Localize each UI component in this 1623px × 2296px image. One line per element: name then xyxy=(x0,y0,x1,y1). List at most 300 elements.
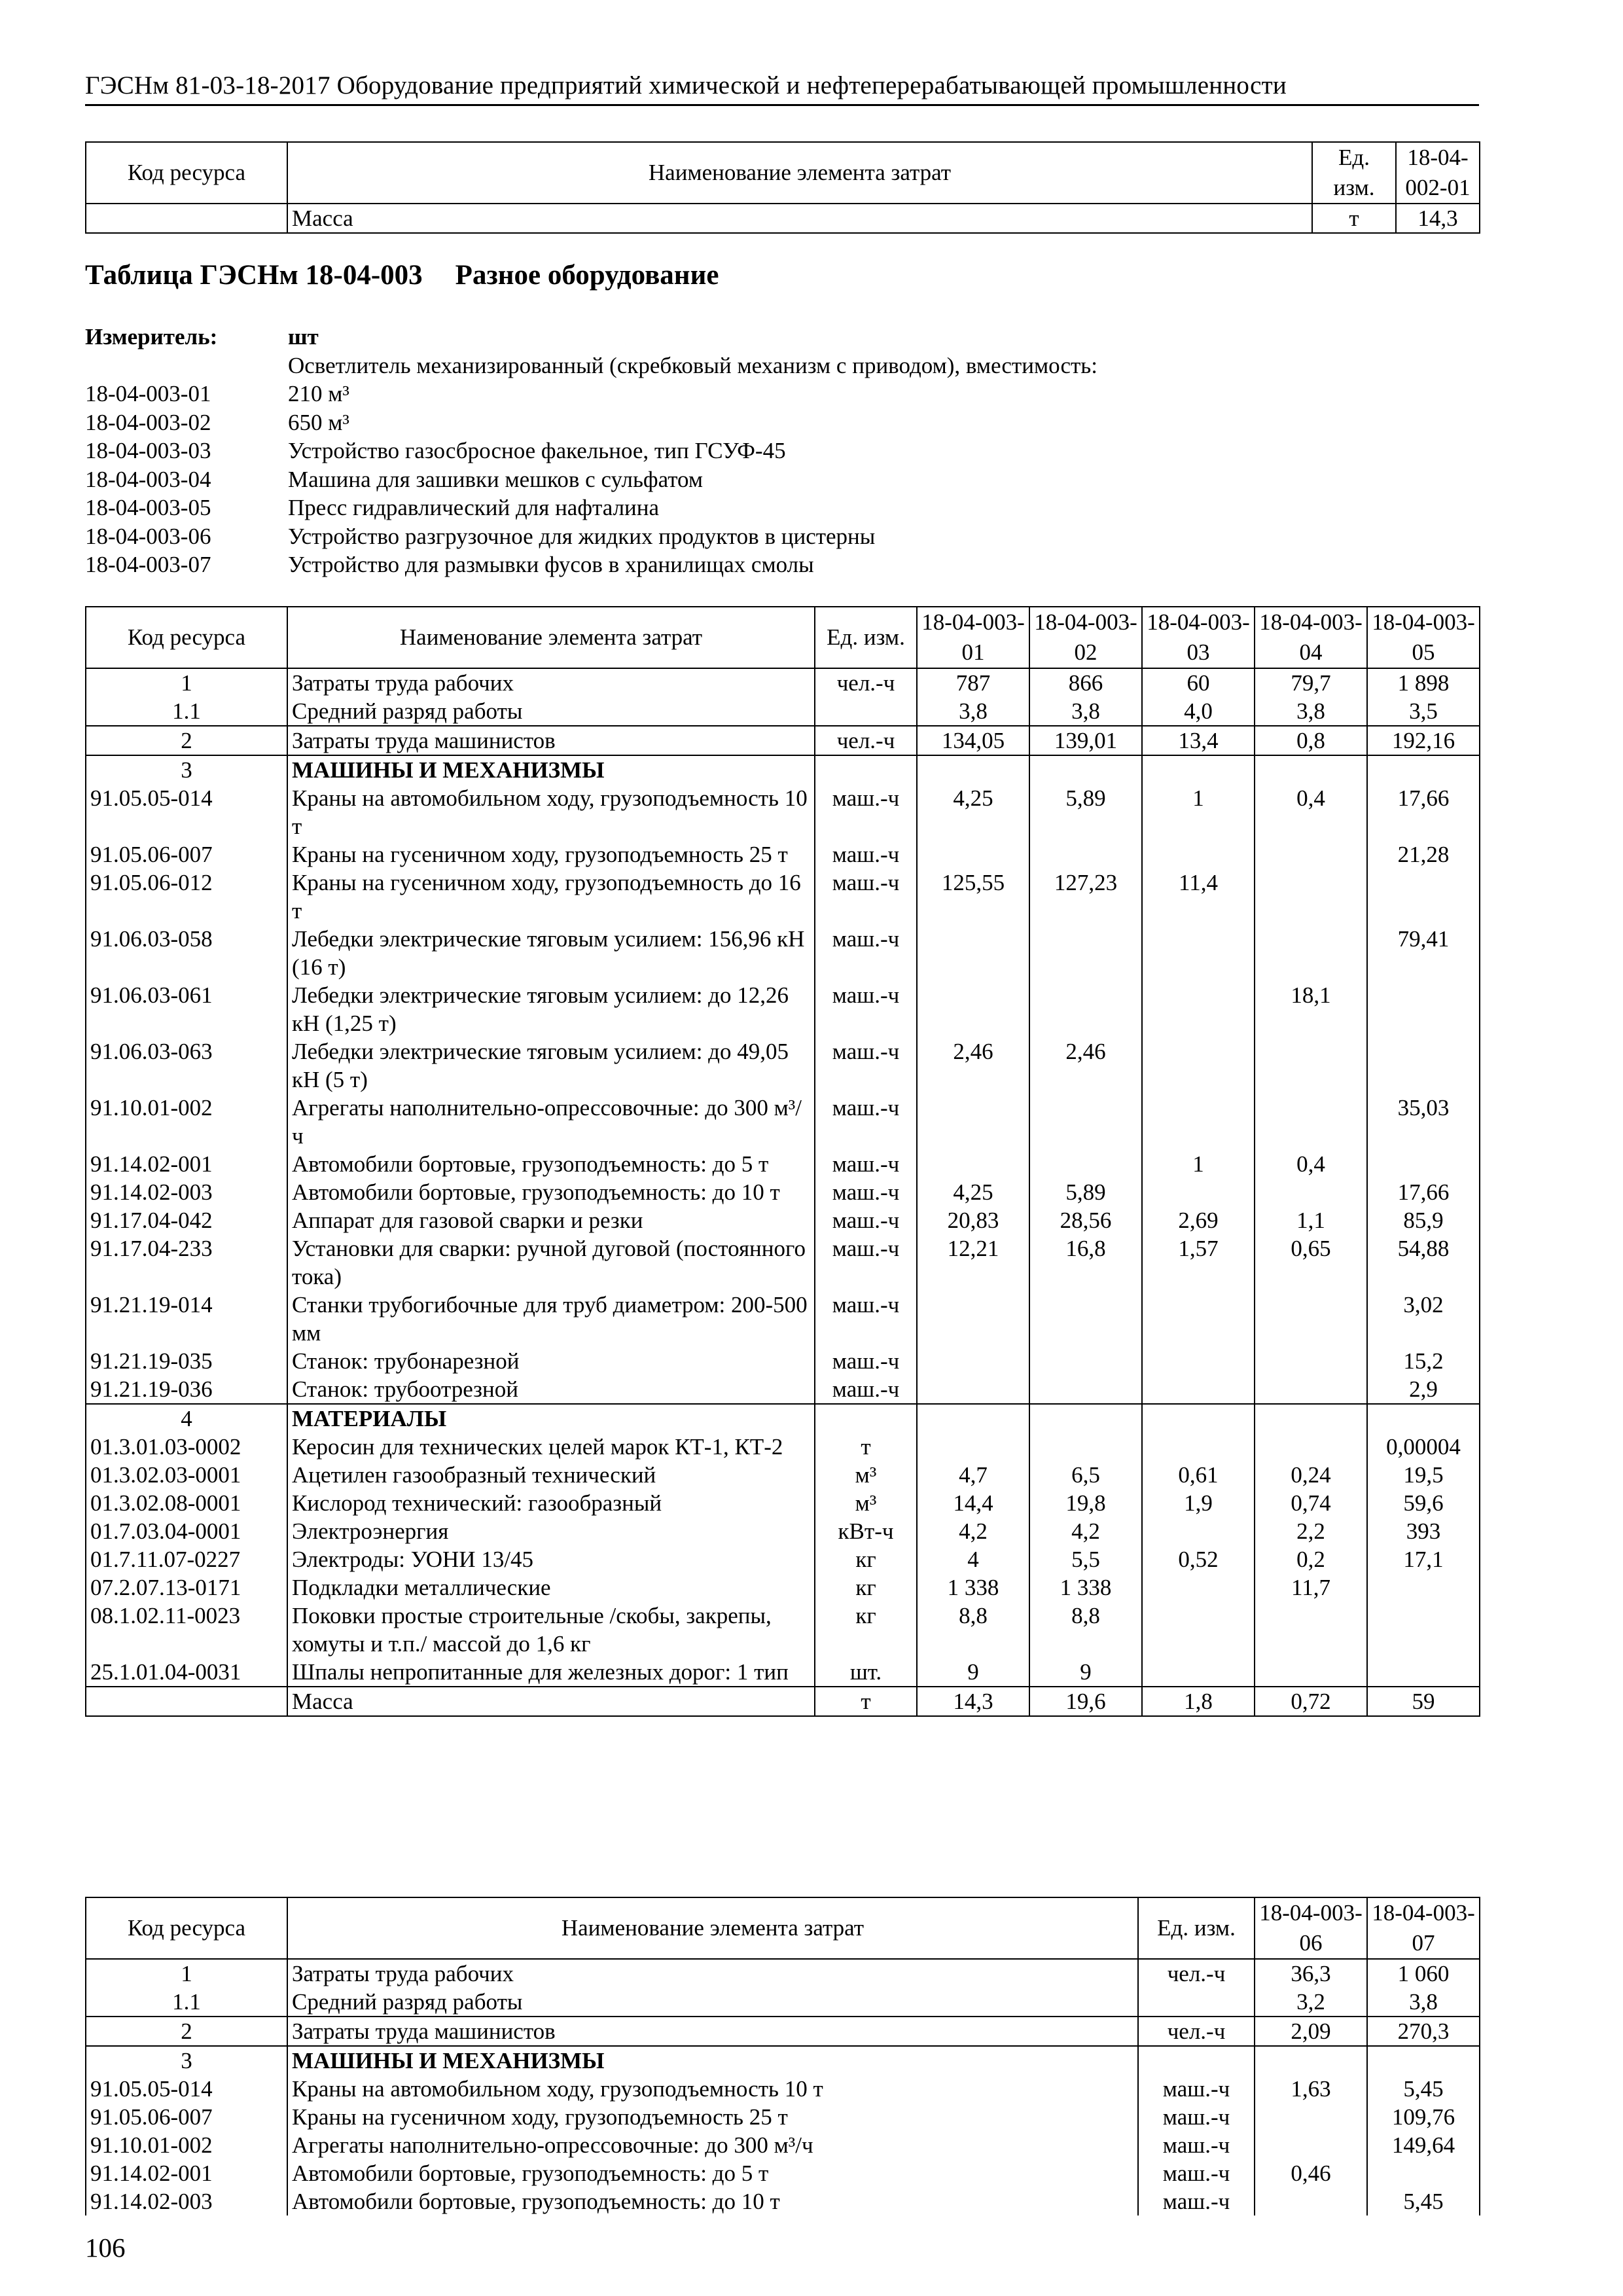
table-row xyxy=(86,2017,1480,2046)
resource-code: 01.3.02.08-0001 xyxy=(86,1489,287,1517)
col-18-04-003-04-header: 18-04-003-04 xyxy=(1255,607,1367,668)
value-cell: 270,3 xyxy=(1367,2017,1480,2046)
value-cell xyxy=(1029,1094,1142,1150)
resource-code: 91.06.03-058 xyxy=(86,925,287,981)
resource-name: Лебедки электрические тяговым усилием: до 49,05 кН (5 т) xyxy=(287,1037,815,1094)
table-row xyxy=(86,1959,1480,1988)
mass-row xyxy=(86,1687,1480,1716)
resource-code: 1 xyxy=(86,668,287,697)
value-cell xyxy=(1367,1037,1480,1094)
resource-unit xyxy=(1138,1988,1255,2017)
value-cell: 2,46 xyxy=(917,1037,1029,1094)
value-cell xyxy=(1142,1094,1255,1150)
resource-code: 91.06.03-061 xyxy=(86,981,287,1037)
resource-unit: т xyxy=(815,1687,917,1716)
value-cell: 866 xyxy=(1029,668,1142,697)
value-cell xyxy=(917,1291,1029,1347)
resource-unit: м³ xyxy=(815,1461,917,1489)
value-cell: 1 338 xyxy=(1029,1573,1142,1602)
resource-unit: маш.-ч xyxy=(1138,2131,1255,2159)
table-row xyxy=(86,1206,1480,1234)
meter-item-code: 18-04-003-02 xyxy=(85,409,211,435)
value-cell: 3,8 xyxy=(1367,1988,1480,2017)
meter-item-code: 18-04-003-07 xyxy=(85,552,211,577)
value-cell: 1 898 xyxy=(1367,668,1480,697)
resource-unit: маш.-ч xyxy=(1138,2159,1255,2187)
value-cell: 1 xyxy=(1142,1150,1255,1178)
value-cell xyxy=(1029,925,1142,981)
value-cell: 3,02 xyxy=(1367,1291,1480,1347)
resource-name: Затраты труда машинистов xyxy=(287,2017,1138,2046)
value-cell xyxy=(1367,1602,1480,1658)
resource-name: Электроды: УОНИ 13/45 xyxy=(287,1545,815,1573)
value-cell: 9 xyxy=(917,1658,1029,1687)
resource-name: Масса xyxy=(287,1687,815,1716)
value-cell: 127,23 xyxy=(1029,869,1142,925)
col-name-header: Наименование элемента затрат xyxy=(287,607,815,668)
meter-item xyxy=(85,493,1479,522)
table-row xyxy=(86,869,1480,925)
value-cell: 0,74 xyxy=(1255,1489,1367,1517)
value-cell: 4 xyxy=(917,1545,1029,1573)
value-cell: 0,4 xyxy=(1255,1150,1367,1178)
resource-unit: маш.-ч xyxy=(1138,2187,1255,2215)
resource-code: 3 xyxy=(86,2046,287,2075)
table-row xyxy=(86,2159,1480,2187)
resource-name: Автомобили бортовые, грузоподъемность: до 5 т xyxy=(287,2159,1138,2187)
value-cell: 0,2 xyxy=(1255,1545,1367,1573)
value-cell: 85,9 xyxy=(1367,1206,1480,1234)
resource-code: 91.05.06-007 xyxy=(86,2103,287,2131)
value-cell xyxy=(1029,1347,1142,1375)
value-cell xyxy=(1029,1404,1142,1433)
value-cell xyxy=(1367,2159,1480,2187)
resource-name: Средний разряд работы xyxy=(287,697,815,726)
value-cell: 1,1 xyxy=(1255,1206,1367,1234)
value-cell: 11,7 xyxy=(1255,1573,1367,1602)
resource-name: Затраты труда рабочих xyxy=(287,1959,1138,1988)
value-cell: 9 xyxy=(1029,1658,1142,1687)
resource-code: 91.21.19-014 xyxy=(86,1291,287,1347)
col-name-header: Наименование элемента затрат xyxy=(287,1897,1138,1959)
value-cell: 0,65 xyxy=(1255,1234,1367,1291)
value-cell: 5,45 xyxy=(1367,2075,1480,2103)
value-cell xyxy=(917,1375,1029,1404)
value-cell xyxy=(1029,755,1142,784)
table-row xyxy=(86,2187,1480,2215)
resource-unit: кг xyxy=(815,1602,917,1658)
resource-unit: кВт-ч xyxy=(815,1517,917,1545)
value-cell: 54,88 xyxy=(1367,1234,1480,1291)
meter-label: Измеритель: xyxy=(85,324,218,350)
table-row xyxy=(86,1375,1480,1404)
value-cell: 17,66 xyxy=(1367,784,1480,840)
col-unit-header: Ед. изм. xyxy=(815,607,917,668)
table-row xyxy=(86,1461,1480,1489)
value-cell: 0,72 xyxy=(1255,1687,1367,1716)
meter-unit: шт xyxy=(288,324,319,350)
resource-name: Краны на гусеничном ходу, грузоподъемность 25 т xyxy=(287,2103,1138,2131)
value-cell: 8,8 xyxy=(1029,1602,1142,1658)
value-cell xyxy=(1142,1573,1255,1602)
value-cell xyxy=(917,1150,1029,1178)
value-cell xyxy=(1367,1404,1480,1433)
resource-unit: кг xyxy=(815,1573,917,1602)
resource-code: 01.3.02.03-0001 xyxy=(86,1461,287,1489)
resource-code: 07.2.07.13-0171 xyxy=(86,1573,287,1602)
table-row xyxy=(86,1094,1480,1150)
value-cell xyxy=(1142,1602,1255,1658)
value-cell: 79,41 xyxy=(1367,925,1480,981)
value-cell: 0,61 xyxy=(1142,1461,1255,1489)
value-cell xyxy=(917,755,1029,784)
value-cell xyxy=(1367,1150,1480,1178)
resource-name: МАТЕРИАЛЫ xyxy=(287,1404,815,1433)
value-cell: 11,4 xyxy=(1142,869,1255,925)
resource-name: Краны на гусеничном ходу, грузоподъемность до 16 т xyxy=(287,869,815,925)
value-cell xyxy=(1255,869,1367,925)
meter-item xyxy=(85,550,1479,579)
value-cell xyxy=(1142,1375,1255,1404)
resource-unit xyxy=(815,1404,917,1433)
meter-item xyxy=(85,437,1479,465)
resource-code: 2 xyxy=(86,726,287,755)
value-cell: 3,5 xyxy=(1367,697,1480,726)
table-row xyxy=(86,1658,1480,1687)
value-cell: 14,4 xyxy=(917,1489,1029,1517)
value-cell: 35,03 xyxy=(1367,1094,1480,1150)
resource-name: Шпалы непропитанные для железных дорог: 1 тип xyxy=(287,1658,815,1687)
resource-name: Электроэнергия xyxy=(287,1517,815,1545)
resource-name: Краны на гусеничном ходу, грузоподъемность 25 т xyxy=(287,840,815,869)
value-cell xyxy=(1029,1291,1142,1347)
value-cell: 3,8 xyxy=(1029,697,1142,726)
resource-name: Затраты труда машинистов xyxy=(287,726,815,755)
value-cell xyxy=(1255,1658,1367,1687)
meter-item-code: 18-04-003-01 xyxy=(85,381,211,406)
col-unit-header: Ед. изм. xyxy=(1312,142,1396,204)
resource-unit: маш.-ч xyxy=(815,1037,917,1094)
value-cell xyxy=(1367,981,1480,1037)
value-cell xyxy=(1142,1037,1255,1094)
resource-unit xyxy=(1138,2046,1255,2075)
table-row xyxy=(86,1545,1480,1573)
value-cell: 4,2 xyxy=(1029,1517,1142,1545)
value-cell: 3,2 xyxy=(1255,1988,1367,2017)
value-cell: 19,8 xyxy=(1029,1489,1142,1517)
table-row xyxy=(86,840,1480,869)
value-cell: 393 xyxy=(1367,1517,1480,1545)
mass-unit: т xyxy=(1312,204,1396,233)
value-cell xyxy=(1255,1347,1367,1375)
resource-name: Агрегаты наполнительно-опрессовочные: до 300 м³/ч xyxy=(287,1094,815,1150)
value-cell xyxy=(1255,1291,1367,1347)
resource-unit: маш.-ч xyxy=(1138,2075,1255,2103)
value-cell: 2,2 xyxy=(1255,1517,1367,1545)
value-cell xyxy=(1255,2103,1367,2131)
value-cell xyxy=(1142,925,1255,981)
value-cell: 19,5 xyxy=(1367,1461,1480,1489)
value-cell xyxy=(1367,1658,1480,1687)
resource-unit: чел.-ч xyxy=(1138,2017,1255,2046)
resource-name: МАШИНЫ И МЕХАНИЗМЫ xyxy=(287,755,815,784)
value-cell xyxy=(1142,1517,1255,1545)
resource-code: 91.05.06-007 xyxy=(86,840,287,869)
resource-name: Станок: трубонарезной xyxy=(287,1347,815,1375)
value-cell xyxy=(1255,1178,1367,1206)
resource-code: 08.1.02.11-0023 xyxy=(86,1602,287,1658)
value-cell xyxy=(1255,1037,1367,1094)
value-cell xyxy=(1142,1404,1255,1433)
resource-unit: маш.-ч xyxy=(815,1347,917,1375)
table-row xyxy=(86,1037,1480,1094)
resource-name: Кислород технический: газообразный xyxy=(287,1489,815,1517)
value-cell xyxy=(1142,840,1255,869)
col-18-04-003-02-header: 18-04-003-02 xyxy=(1029,607,1142,668)
value-cell: 192,16 xyxy=(1367,726,1480,755)
value-cell: 3,8 xyxy=(1255,697,1367,726)
resource-unit: шт. xyxy=(815,1658,917,1687)
value-cell: 109,76 xyxy=(1367,2103,1480,2131)
resource-unit: маш.-ч xyxy=(815,1291,917,1347)
value-cell: 4,25 xyxy=(917,1178,1029,1206)
resource-code: 01.3.01.03-0002 xyxy=(86,1433,287,1461)
resource-code: 91.14.02-003 xyxy=(86,2187,287,2215)
resource-name: Аппарат для газовой сварки и резки xyxy=(287,1206,815,1234)
value-cell: 28,56 xyxy=(1029,1206,1142,1234)
resource-code: 01.7.03.04-0001 xyxy=(86,1517,287,1545)
value-cell xyxy=(1255,1094,1367,1150)
col-18-04-003-05-header: 18-04-003-05 xyxy=(1367,607,1480,668)
meter-item-text: Устройство для размывки фусов в хранилищах смолы xyxy=(288,552,814,577)
table-row xyxy=(86,726,1480,755)
resource-unit: маш.-ч xyxy=(815,840,917,869)
table-row xyxy=(86,1573,1480,1602)
running-header: ГЭСНм 81-03-18-2017 Оборудование предприятий химической и нефтеперерабатывающей промышленности xyxy=(85,71,1479,106)
resource-code: 2 xyxy=(86,2017,287,2046)
table-row xyxy=(86,784,1480,840)
table-row xyxy=(86,1178,1480,1206)
value-cell xyxy=(1142,1658,1255,1687)
main-resource-table xyxy=(85,606,1480,1717)
value-cell xyxy=(1255,1602,1367,1658)
resource-unit: т xyxy=(815,1433,917,1461)
value-cell: 12,21 xyxy=(917,1234,1029,1291)
resource-code: 91.14.02-003 xyxy=(86,1178,287,1206)
col-18-04-003-07-header: 18-04-003-07 xyxy=(1367,1897,1480,1959)
value-cell xyxy=(1367,1573,1480,1602)
value-cell xyxy=(917,1094,1029,1150)
resource-unit: маш.-ч xyxy=(815,1094,917,1150)
col-code-header: Код ресурса xyxy=(86,142,287,204)
value-cell xyxy=(1255,925,1367,981)
section-row xyxy=(86,2046,1480,2075)
value-cell: 36,3 xyxy=(1255,1959,1367,1988)
value-cell: 0,46 xyxy=(1255,2159,1367,2187)
value-cell xyxy=(1367,869,1480,925)
value-cell xyxy=(917,1433,1029,1461)
table-row xyxy=(86,697,1480,726)
value-cell xyxy=(1029,981,1142,1037)
resource-unit: маш.-ч xyxy=(1138,2103,1255,2131)
value-cell: 5,89 xyxy=(1029,784,1142,840)
table-row xyxy=(86,1291,1480,1347)
value-cell xyxy=(1142,1178,1255,1206)
value-cell: 15,2 xyxy=(1367,1347,1480,1375)
value-cell: 19,6 xyxy=(1029,1687,1142,1716)
value-cell: 13,4 xyxy=(1142,726,1255,755)
resource-name: Установки для сварки: ручной дуговой (постоянного тока) xyxy=(287,1234,815,1291)
resource-name: Ацетилен газообразный технический xyxy=(287,1461,815,1489)
value-cell xyxy=(1029,1375,1142,1404)
value-cell xyxy=(1029,1433,1142,1461)
resource-code: 91.14.02-001 xyxy=(86,2159,287,2187)
value-cell: 1,57 xyxy=(1142,1234,1255,1291)
value-cell xyxy=(1255,840,1367,869)
resource-unit: чел.-ч xyxy=(1138,1959,1255,1988)
value-cell: 60 xyxy=(1142,668,1255,697)
value-cell: 2,69 xyxy=(1142,1206,1255,1234)
resource-code: 1 xyxy=(86,1959,287,1988)
resource-name: Керосин для технических целей марок КТ-1, КТ-2 xyxy=(287,1433,815,1461)
resource-unit: маш.-ч xyxy=(815,1375,917,1404)
resource-code: 91.05.05-014 xyxy=(86,2075,287,2103)
resource-name: МАШИНЫ И МЕХАНИЗМЫ xyxy=(287,2046,1138,2075)
resource-name: Краны на автомобильном ходу, грузоподъемность 10 т xyxy=(287,784,815,840)
value-cell xyxy=(1142,1291,1255,1347)
value-cell: 5,5 xyxy=(1029,1545,1142,1573)
resource-unit: маш.-ч xyxy=(815,1150,917,1178)
table-row xyxy=(86,1234,1480,1291)
value-cell: 4,0 xyxy=(1142,697,1255,726)
table-row xyxy=(86,2131,1480,2159)
resource-unit xyxy=(815,697,917,726)
resource-name: Поковки простые строительные /скобы, закрепы, хомуты и т.п./ массой до 1,6 кг xyxy=(287,1602,815,1658)
resource-name: Лебедки электрические тяговым усилием: 156,96 кН (16 т) xyxy=(287,925,815,981)
value-cell: 0,24 xyxy=(1255,1461,1367,1489)
meter-item-text: Устройство газосбросное факельное, тип ГСУФ-45 xyxy=(288,438,786,463)
value-cell: 20,83 xyxy=(917,1206,1029,1234)
value-cell xyxy=(1367,2046,1480,2075)
table-row xyxy=(86,981,1480,1037)
meter-item-text: Машина для зашивки мешков с сульфатом xyxy=(288,466,704,492)
resource-name: Станки трубогибочные для труб диаметром: 200-500 мм xyxy=(287,1291,815,1347)
value-cell: 1 060 xyxy=(1367,1959,1480,1988)
value-cell: 125,55 xyxy=(917,869,1029,925)
value-cell: 149,64 xyxy=(1367,2131,1480,2159)
table-row xyxy=(86,925,1480,981)
resource-name: Автомобили бортовые, грузоподъемность: до 10 т xyxy=(287,1178,815,1206)
value-cell xyxy=(1142,1347,1255,1375)
resource-code: 91.05.05-014 xyxy=(86,784,287,840)
value-cell: 59,6 xyxy=(1367,1489,1480,1517)
meter-block xyxy=(85,323,1479,579)
table-row xyxy=(86,1988,1480,2017)
resource-unit: чел.-ч xyxy=(815,668,917,697)
meter-item xyxy=(85,380,1479,408)
value-cell xyxy=(917,925,1029,981)
resource-name: Подкладки металлические xyxy=(287,1573,815,1602)
table-row xyxy=(86,1347,1480,1375)
value-cell xyxy=(917,1347,1029,1375)
value-cell: 3,8 xyxy=(917,697,1029,726)
meter-item-text: Пресс гидравлический для нафталина xyxy=(288,495,660,520)
table-row xyxy=(86,1433,1480,1461)
meter-item-code: 18-04-003-04 xyxy=(85,466,211,492)
resource-name: Лебедки электрические тяговым усилием: до 12,26 кН (1,25 т) xyxy=(287,981,815,1037)
meter-item-text: Устройство разгрузочное для жидких продуктов в цистерны xyxy=(288,523,876,549)
mass-label: Масса xyxy=(287,204,1312,233)
value-cell: 1 338 xyxy=(917,1573,1029,1602)
mass-value: 14,3 xyxy=(1396,204,1480,233)
value-cell: 0,4 xyxy=(1255,784,1367,840)
value-cell: 18,1 xyxy=(1255,981,1367,1037)
value-cell: 17,66 xyxy=(1367,1178,1480,1206)
value-cell xyxy=(1142,1433,1255,1461)
value-cell: 2,9 xyxy=(1367,1375,1480,1404)
continuation-table xyxy=(85,141,1480,234)
value-cell: 1 xyxy=(1142,784,1255,840)
table-row xyxy=(86,668,1480,697)
resource-code: 91.05.06-012 xyxy=(86,869,287,925)
value-cell: 0,52 xyxy=(1142,1545,1255,1573)
meter-item-text: 650 м³ xyxy=(288,409,349,435)
col-18-04-003-03-header: 18-04-003-03 xyxy=(1142,607,1255,668)
resource-unit xyxy=(815,755,917,784)
value-cell xyxy=(1029,1150,1142,1178)
value-cell: 4,7 xyxy=(917,1461,1029,1489)
resource-code xyxy=(86,1687,287,1716)
value-cell xyxy=(917,981,1029,1037)
col-18-04-002-01-header: 18-04-002-01 xyxy=(1396,142,1480,204)
value-cell xyxy=(1142,755,1255,784)
resource-code: 91.14.02-001 xyxy=(86,1150,287,1178)
resource-code: 91.10.01-002 xyxy=(86,1094,287,1150)
value-cell xyxy=(1255,1375,1367,1404)
resource-code: 4 xyxy=(86,1404,287,1433)
resource-name: Краны на автомобильном ходу, грузоподъемность 10 т xyxy=(287,2075,1138,2103)
second-resource-table xyxy=(85,1897,1480,2215)
table-row xyxy=(86,2103,1480,2131)
table-name: Разное оборудование xyxy=(455,260,719,291)
meter-item-code: 18-04-003-03 xyxy=(85,438,211,463)
table-row xyxy=(86,1150,1480,1178)
resource-unit: маш.-ч xyxy=(815,981,917,1037)
resource-unit: маш.-ч xyxy=(815,869,917,925)
value-cell: 1,63 xyxy=(1255,2075,1367,2103)
value-cell xyxy=(1255,2046,1367,2075)
value-cell: 14,3 xyxy=(917,1687,1029,1716)
value-cell: 16,8 xyxy=(1029,1234,1142,1291)
resource-name: Станок: трубоотрезной xyxy=(287,1375,815,1404)
col-code-header: Код ресурса xyxy=(86,1897,287,1959)
value-cell: 79,7 xyxy=(1255,668,1367,697)
col-18-04-003-06-header: 18-04-003-06 xyxy=(1255,1897,1367,1959)
meter-item-code: 18-04-003-05 xyxy=(85,495,211,520)
resource-unit: маш.-ч xyxy=(815,1178,917,1206)
col-name-header: Наименование элемента затрат xyxy=(287,142,1312,204)
value-cell: 1,9 xyxy=(1142,1489,1255,1517)
value-cell xyxy=(1029,840,1142,869)
value-cell: 4,2 xyxy=(917,1517,1029,1545)
value-cell: 787 xyxy=(917,668,1029,697)
value-cell xyxy=(917,840,1029,869)
col-18-04-003-01-header: 18-04-003-01 xyxy=(917,607,1029,668)
resource-code: 25.1.01.04-0031 xyxy=(86,1658,287,1687)
table-number: Таблица ГЭСНм 18-04-003 xyxy=(85,260,423,291)
meter-description: Осветлитель механизированный (скребковый механизм с приводом), вместимость: xyxy=(288,352,1097,378)
resource-code: 91.06.03-063 xyxy=(86,1037,287,1094)
